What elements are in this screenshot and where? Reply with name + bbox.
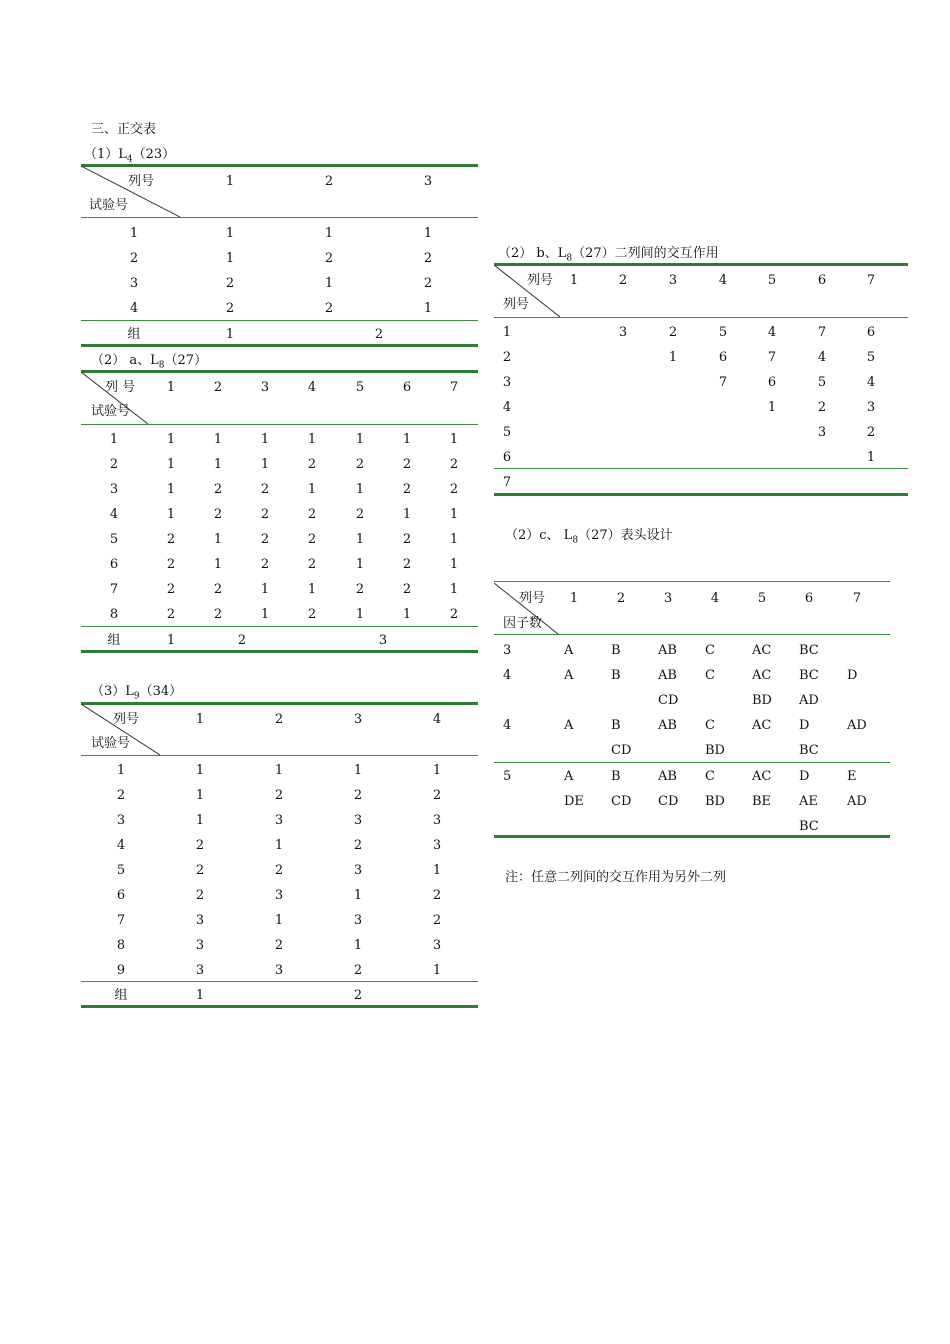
design-cell: AB <box>658 643 677 658</box>
table-cell: 2 <box>195 888 205 903</box>
table-cell: 1 <box>274 838 284 853</box>
table-rule <box>494 634 890 635</box>
table-cell: 2 <box>260 507 270 522</box>
column-number: 2 <box>213 380 223 395</box>
row-number: 4 <box>116 838 126 853</box>
design-cell: AE <box>799 794 818 809</box>
group-number: 3 <box>378 633 388 648</box>
group-number: 2 <box>237 633 247 648</box>
table-cell: 1 <box>402 432 412 447</box>
table-cell: 1 <box>767 400 777 415</box>
table-cell: 2 <box>225 276 235 291</box>
row-number: 6 <box>116 888 126 903</box>
table-cell: 2 <box>866 425 876 440</box>
table-rule <box>81 626 478 627</box>
column-number: 4 <box>718 273 728 288</box>
table-cell: 2 <box>355 507 365 522</box>
note-text: 注：任意二列间的交互作用为另外二列 <box>505 870 727 885</box>
table-rule <box>81 424 478 425</box>
column-number: 6 <box>817 273 827 288</box>
column-header-label: 列号 <box>527 273 554 288</box>
design-cell: B <box>611 769 621 784</box>
table-cell: 1 <box>432 863 442 878</box>
table-cell: 1 <box>307 582 317 597</box>
column-number: 7 <box>866 273 876 288</box>
design-cell: BD <box>705 794 725 809</box>
design-cell: D <box>799 718 810 733</box>
row-number: 2 <box>109 457 119 472</box>
table-cell: 6 <box>866 325 876 340</box>
column-number: 4 <box>432 712 442 727</box>
table-cell: 3 <box>618 325 628 340</box>
column-number: 2 <box>618 273 628 288</box>
table-cell: 3 <box>195 963 205 978</box>
group-label: 组 <box>127 327 141 342</box>
column-number: 7 <box>449 380 459 395</box>
table-cell: 2 <box>402 482 412 497</box>
row-number: 1 <box>109 432 119 447</box>
table-cell: 2 <box>423 251 433 266</box>
row-header-label: 试验号 <box>89 198 129 213</box>
table-cell: 7 <box>817 325 827 340</box>
design-cell: AC <box>752 769 772 784</box>
design-cell: CD <box>658 794 679 809</box>
table-cell: 1 <box>307 432 317 447</box>
table-cell: 3 <box>353 863 363 878</box>
row-number: 2 <box>129 251 139 266</box>
table-rule <box>494 581 890 582</box>
design-cell: BC <box>799 643 819 658</box>
row-number: 7 <box>502 475 512 490</box>
column-number: 6 <box>402 380 412 395</box>
row-number: 4 <box>129 301 139 316</box>
row-number: 4 <box>502 400 512 415</box>
design-cell: A <box>564 643 574 658</box>
table-cell: 2 <box>817 400 827 415</box>
design-cell: A <box>564 769 574 784</box>
factor-count: 5 <box>503 769 512 784</box>
table-cell: 1 <box>432 963 442 978</box>
table-cell: 1 <box>166 482 176 497</box>
row-number: 2 <box>116 788 126 803</box>
table-cell: 7 <box>718 375 728 390</box>
row-number: 6 <box>502 450 512 465</box>
table-cell: 1 <box>195 788 205 803</box>
factor-count: 4 <box>503 718 512 733</box>
design-cell: AB <box>658 718 677 733</box>
table-cell: 1 <box>449 557 459 572</box>
group-label: 组 <box>114 988 128 1003</box>
column-header-label: 列号 <box>519 591 546 606</box>
column-number: 3 <box>663 591 673 606</box>
group-number: 1 <box>166 633 176 648</box>
column-number: 4 <box>307 380 317 395</box>
row-number: 4 <box>109 507 119 522</box>
table-cell: 2 <box>213 482 223 497</box>
table-rule <box>81 320 478 321</box>
factor-count: 3 <box>503 643 512 658</box>
table-cell: 2 <box>402 557 412 572</box>
row-number: 5 <box>502 425 512 440</box>
factor-count: 4 <box>503 668 512 683</box>
table4-title: （2） b、$L_8(27)$二列间的交互作用 <box>498 246 719 264</box>
design-cell: C <box>705 718 715 733</box>
table-cell: 2 <box>307 607 317 622</box>
table-cell: 1 <box>260 607 270 622</box>
table-cell: 2 <box>307 457 317 472</box>
table3-title: $(3)L_9(34)$ <box>91 684 183 702</box>
column-header-label: 列号 <box>128 174 155 189</box>
table-cell: 6 <box>718 350 728 365</box>
row-number: 1 <box>129 226 139 241</box>
table-cell: 2 <box>432 913 442 928</box>
group-number: 2 <box>353 988 363 1003</box>
table-rule <box>494 317 908 318</box>
table-cell: 1 <box>355 432 365 447</box>
column-number: 4 <box>710 591 720 606</box>
column-number: 3 <box>260 380 270 395</box>
table-cell: 2 <box>432 788 442 803</box>
design-cell: AC <box>752 668 772 683</box>
column-number: 3 <box>423 174 433 189</box>
table-cell: 3 <box>432 813 442 828</box>
design-cell: AC <box>752 643 772 658</box>
table-cell: 3 <box>432 838 442 853</box>
design-cell: BC <box>799 819 819 834</box>
table-cell: 2 <box>195 863 205 878</box>
design-cell: B <box>611 643 621 658</box>
table-cell: 3 <box>432 938 442 953</box>
table1-title: $(1)L_4(23)$ <box>84 147 176 165</box>
row-number: 9 <box>116 963 126 978</box>
table-cell: 1 <box>355 607 365 622</box>
design-cell: D <box>799 769 810 784</box>
table-cell: 2 <box>355 582 365 597</box>
design-cell: AC <box>752 718 772 733</box>
table-cell: 4 <box>866 375 876 390</box>
table5-title: （2）c、 $L_8(27)$表头设计 <box>505 528 673 546</box>
column-number: 5 <box>355 380 365 395</box>
table-cell: 2 <box>195 838 205 853</box>
table-cell: 1 <box>307 482 317 497</box>
column-number: 2 <box>616 591 626 606</box>
design-cell: C <box>705 643 715 658</box>
column-number: 5 <box>767 273 777 288</box>
table-cell: 2 <box>213 582 223 597</box>
column-number: 3 <box>668 273 678 288</box>
table-rule <box>81 217 478 218</box>
table-cell: 1 <box>166 507 176 522</box>
table-cell: 1 <box>355 557 365 572</box>
table-cell: 1 <box>166 432 176 447</box>
row-number: 3 <box>109 482 119 497</box>
table-cell: 1 <box>260 457 270 472</box>
column-number: 3 <box>353 712 363 727</box>
table-cell: 5 <box>817 375 827 390</box>
table-cell: 2 <box>260 557 270 572</box>
table-cell: 1 <box>449 582 459 597</box>
row-header-label: 试验号 <box>91 404 131 419</box>
table-cell: 2 <box>166 607 176 622</box>
column-number: 2 <box>274 712 284 727</box>
table-rule <box>81 755 478 756</box>
table-cell: 7 <box>767 350 777 365</box>
table-rule <box>81 650 478 653</box>
table-cell: 2 <box>274 938 284 953</box>
table-rule <box>494 762 890 763</box>
table-rule <box>81 344 478 347</box>
table-cell: 2 <box>274 863 284 878</box>
table-cell: 2 <box>166 532 176 547</box>
row-number: 8 <box>116 938 126 953</box>
table-cell: 3 <box>353 913 363 928</box>
column-number: 1 <box>166 380 176 395</box>
table-cell: 3 <box>274 813 284 828</box>
column-number: 1 <box>195 712 205 727</box>
design-cell: BE <box>752 794 772 809</box>
table-cell: 3 <box>274 888 284 903</box>
table-cell: 4 <box>767 325 777 340</box>
row-number: 3 <box>502 375 512 390</box>
table-cell: 3 <box>353 813 363 828</box>
column-number: 5 <box>757 591 767 606</box>
table-cell: 1 <box>213 557 223 572</box>
table-cell: 2 <box>307 532 317 547</box>
design-cell: BC <box>799 743 819 758</box>
table-cell: 2 <box>402 457 412 472</box>
design-cell: CD <box>658 693 679 708</box>
column-number: 7 <box>852 591 862 606</box>
table-cell: 3 <box>195 938 205 953</box>
column-number: 2 <box>324 174 334 189</box>
table-cell: 1 <box>353 763 363 778</box>
row-number: 5 <box>109 532 119 547</box>
column-number: 1 <box>569 273 579 288</box>
table-cell: 1 <box>355 532 365 547</box>
table-cell: 5 <box>718 325 728 340</box>
table-rule <box>494 835 890 838</box>
table-cell: 2 <box>432 888 442 903</box>
table-cell: 1 <box>355 482 365 497</box>
design-cell: CD <box>611 794 632 809</box>
table-cell: 2 <box>449 482 459 497</box>
design-cell: BD <box>705 743 725 758</box>
table-cell: 1 <box>213 457 223 472</box>
table-cell: 1 <box>195 813 205 828</box>
group-number: 1 <box>195 988 205 1003</box>
table-cell: 1 <box>432 763 442 778</box>
column-number: 1 <box>569 591 579 606</box>
table-cell: 2 <box>260 532 270 547</box>
design-cell: AD <box>847 718 867 733</box>
table-cell: 1 <box>260 432 270 447</box>
table-cell: 1 <box>449 532 459 547</box>
table-cell: 1 <box>353 888 363 903</box>
table-cell: 1 <box>324 276 334 291</box>
design-cell: CD <box>611 743 632 758</box>
table-cell: 2 <box>423 276 433 291</box>
table-cell: 2 <box>324 251 334 266</box>
table-cell: 4 <box>817 350 827 365</box>
table-cell: 1 <box>195 763 205 778</box>
table-rule <box>81 981 478 982</box>
design-cell: E <box>847 769 857 784</box>
table-cell: 1 <box>402 607 412 622</box>
table-cell: 1 <box>225 251 235 266</box>
table-cell: 1 <box>274 763 284 778</box>
table-cell: 1 <box>225 226 235 241</box>
table-cell: 3 <box>817 425 827 440</box>
table-cell: 3 <box>195 913 205 928</box>
row-header-label: 试验号 <box>91 736 131 751</box>
table-cell: 6 <box>767 375 777 390</box>
row-header-label: 列号 <box>503 297 530 312</box>
table-cell: 2 <box>402 582 412 597</box>
table-cell: 2 <box>274 788 284 803</box>
row-number: 1 <box>502 325 512 340</box>
row-number: 3 <box>129 276 139 291</box>
table-cell: 2 <box>668 325 678 340</box>
design-cell: AB <box>658 668 677 683</box>
column-header-label: 列 号 <box>105 380 136 395</box>
table-cell: 2 <box>402 532 412 547</box>
group-label: 组 <box>107 633 121 648</box>
table-cell: 2 <box>260 482 270 497</box>
table-cell: 3 <box>274 963 284 978</box>
table-cell: 1 <box>449 432 459 447</box>
design-cell: D <box>847 668 858 683</box>
design-cell: DE <box>564 794 584 809</box>
table2-title: （2） a、$L_8(27)$ <box>91 353 208 371</box>
row-number: 3 <box>116 813 126 828</box>
table-cell: 2 <box>225 301 235 316</box>
table-cell: 2 <box>307 557 317 572</box>
table-cell: 1 <box>274 913 284 928</box>
design-cell: AD <box>799 693 819 708</box>
table-cell: 1 <box>213 432 223 447</box>
table-cell: 1 <box>324 226 334 241</box>
table-cell: 1 <box>402 507 412 522</box>
row-number: 6 <box>109 557 119 572</box>
design-cell: BD <box>752 693 772 708</box>
column-number: 1 <box>225 174 235 189</box>
design-cell: AD <box>847 794 867 809</box>
table-cell: 2 <box>355 457 365 472</box>
table-cell: 2 <box>353 838 363 853</box>
design-cell: BC <box>799 668 819 683</box>
table-cell: 1 <box>423 301 433 316</box>
table-cell: 1 <box>449 507 459 522</box>
group-number: 1 <box>225 327 235 342</box>
design-cell: B <box>611 718 621 733</box>
design-cell: AB <box>658 769 677 784</box>
table-cell: 2 <box>449 457 459 472</box>
table-cell: 2 <box>213 607 223 622</box>
table-rule <box>494 493 908 496</box>
design-cell: B <box>611 668 621 683</box>
table-cell: 5 <box>866 350 876 365</box>
row-header-label: 因子数 <box>503 616 543 631</box>
row-number: 2 <box>502 350 512 365</box>
design-cell: C <box>705 769 715 784</box>
table-cell: 2 <box>166 582 176 597</box>
column-number: 6 <box>804 591 814 606</box>
table-rule <box>81 1005 478 1008</box>
design-cell: C <box>705 668 715 683</box>
row-number: 1 <box>116 763 126 778</box>
table-cell: 2 <box>324 301 334 316</box>
table-cell: 2 <box>307 507 317 522</box>
table-cell: 1 <box>166 457 176 472</box>
table-cell: 2 <box>449 607 459 622</box>
table-cell: 1 <box>423 226 433 241</box>
table-cell: 2 <box>353 788 363 803</box>
table-cell: 1 <box>213 532 223 547</box>
table-cell: 2 <box>166 557 176 572</box>
table-cell: 1 <box>260 582 270 597</box>
row-number: 7 <box>109 582 119 597</box>
table-cell: 1 <box>353 938 363 953</box>
table-cell: 1 <box>668 350 678 365</box>
table-cell: 2 <box>353 963 363 978</box>
row-number: 7 <box>116 913 126 928</box>
design-cell: A <box>564 718 574 733</box>
table-cell: 2 <box>213 507 223 522</box>
row-number: 8 <box>109 607 119 622</box>
group-number: 2 <box>374 327 384 342</box>
page-heading: 三、正交表 <box>91 122 157 137</box>
table-cell: 1 <box>866 450 876 465</box>
table-cell: 3 <box>866 400 876 415</box>
table-rule <box>494 468 908 469</box>
row-number: 5 <box>116 863 126 878</box>
column-header-label: 列号 <box>113 712 140 727</box>
design-cell: A <box>564 668 574 683</box>
